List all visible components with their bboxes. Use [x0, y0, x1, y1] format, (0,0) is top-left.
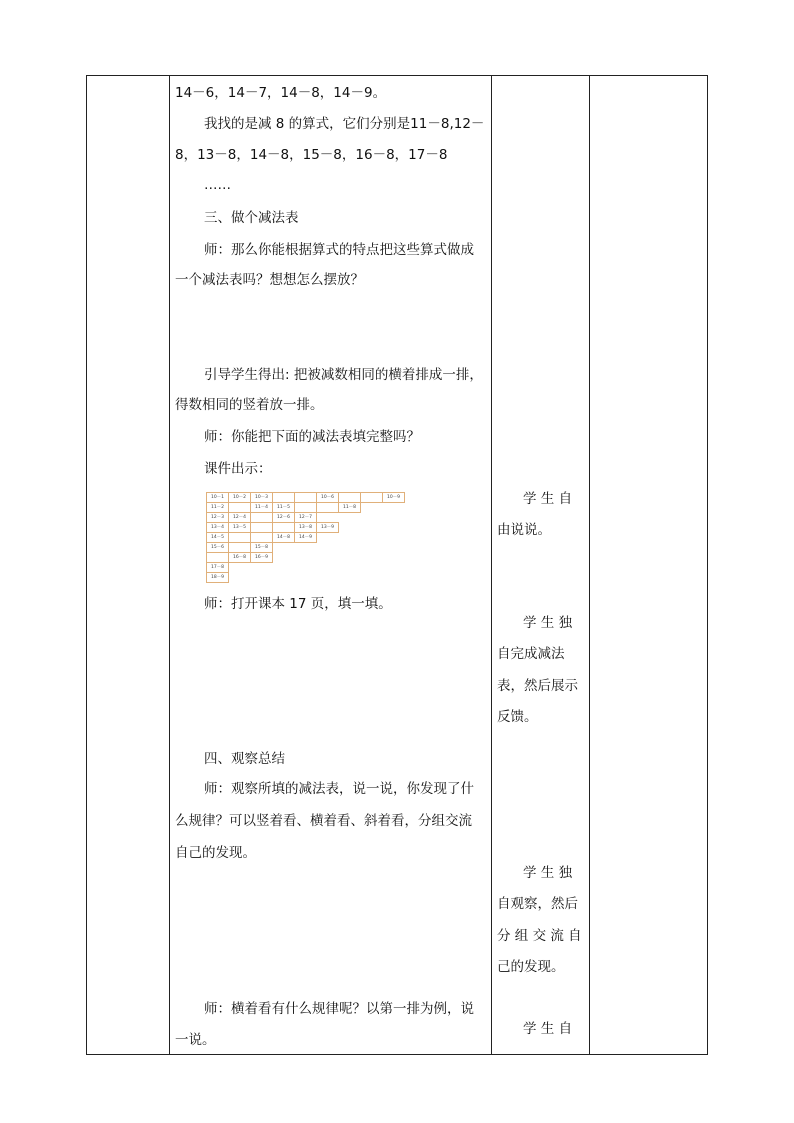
- column-divider: [491, 76, 492, 1054]
- text-line: 么规律？可以竖着看、横着看、斜着看，分组交流: [175, 813, 472, 829]
- teaching-process-column: [171, 76, 491, 1054]
- table-cell: [317, 573, 339, 583]
- table-cell: [339, 533, 361, 543]
- text-line: 8，13－8，14－8，15－8，16－8，17－8: [175, 147, 448, 163]
- text-line: 师：你能把下面的减法表填完整吗？: [204, 429, 420, 445]
- table-cell: [317, 533, 339, 543]
- table-cell: [339, 553, 361, 563]
- table-cell: 11－2: [207, 503, 229, 513]
- table-cell: [251, 533, 273, 543]
- table-cell: [339, 563, 361, 573]
- table-cell: [251, 573, 273, 583]
- table-cell: [273, 493, 295, 503]
- table-cell: 11－5: [273, 503, 295, 513]
- text-line: 引导学生得出: 把被减数相同的横着排成一排，: [204, 367, 483, 383]
- table-cell: 17－8: [207, 563, 229, 573]
- table-cell: 10－6: [317, 493, 339, 503]
- table-cell: [273, 563, 295, 573]
- table-cell: [383, 563, 405, 573]
- table-cell: [339, 573, 361, 583]
- text-line: 师：观察所填的减法表，说一说，你发现了什: [204, 781, 474, 797]
- table-row: [207, 543, 405, 553]
- text-line: 师：打开课本 17 页，填一填。: [204, 596, 392, 612]
- section-heading: 三、做个减法表: [204, 210, 299, 226]
- text-line: 师：横着看有什么规律呢？以第一排为例，说: [204, 1001, 474, 1017]
- table-cell: 12－7: [295, 513, 317, 523]
- text-line: 反馈。: [497, 709, 538, 725]
- table-cell: [207, 553, 229, 563]
- table-cell: [295, 553, 317, 563]
- table-cell: [317, 513, 339, 523]
- table-cell: 13－5: [229, 523, 251, 533]
- table-row: [207, 523, 405, 533]
- table-cell: [251, 563, 273, 573]
- table-cell: [295, 563, 317, 573]
- table-cell: [251, 513, 273, 523]
- table-cell: [295, 493, 317, 503]
- text-line: 一说。: [175, 1032, 216, 1048]
- table-row: [207, 553, 405, 563]
- column-divider: [169, 76, 170, 1054]
- table-cell: [383, 543, 405, 553]
- table-row: [207, 563, 405, 573]
- table-cell: 10－3: [251, 493, 273, 503]
- table-cell: [229, 503, 251, 513]
- table-cell: [295, 543, 317, 553]
- table-cell: 13－9: [317, 523, 339, 533]
- table-cell: [229, 543, 251, 553]
- table-cell: 15－8: [251, 543, 273, 553]
- table-cell: [229, 533, 251, 543]
- table-cell: [361, 523, 383, 533]
- table-cell: [361, 543, 383, 553]
- table-cell: [361, 503, 383, 513]
- table-cell: [251, 523, 273, 533]
- text-line: 分 组 交 流 自: [497, 928, 582, 944]
- text-line: 学 生 自: [523, 491, 573, 507]
- section-heading: 四、观察总结: [204, 751, 285, 767]
- table-cell: [383, 533, 405, 543]
- table-cell: [273, 553, 295, 563]
- table-cell: [317, 553, 339, 563]
- table-cell: 12－3: [207, 513, 229, 523]
- table-cell: [361, 563, 383, 573]
- table-row: [207, 573, 405, 583]
- table-cell: [273, 543, 295, 553]
- table-cell: [383, 553, 405, 563]
- text-line: 师：那么你能根据算式的特点把这些算式做成: [204, 242, 474, 258]
- lesson-table: [86, 75, 708, 1055]
- table-cell: [229, 573, 251, 583]
- text-line: ……: [204, 177, 231, 193]
- table-cell: [317, 563, 339, 573]
- table-cell: [383, 503, 405, 513]
- table-cell: 10－2: [229, 493, 251, 503]
- student-activity-column: [493, 76, 589, 1054]
- table-cell: [361, 533, 383, 543]
- table-cell: 15－6: [207, 543, 229, 553]
- table-cell: [339, 493, 361, 503]
- table-row: [207, 503, 405, 513]
- table-cell: 11－8: [339, 503, 361, 513]
- table-cell: [317, 543, 339, 553]
- table-cell: 13－8: [295, 523, 317, 533]
- text-line: 得数相同的竖着放一排。: [175, 397, 324, 413]
- table-row: [207, 533, 405, 543]
- table-cell: 10－1: [207, 493, 229, 503]
- table-cell: [383, 523, 405, 533]
- table-cell: [361, 553, 383, 563]
- table-cell: 10－9: [383, 493, 405, 503]
- table-cell: [383, 513, 405, 523]
- table-cell: [361, 513, 383, 523]
- subtraction-table: [206, 492, 405, 583]
- table-cell: 12－4: [229, 513, 251, 523]
- text-line: 自观察，然后: [497, 896, 578, 912]
- table-cell: [339, 523, 361, 533]
- table-cell: 12－6: [273, 513, 295, 523]
- text-line: 学 生 独: [523, 615, 573, 631]
- table-cell: 16－8: [229, 553, 251, 563]
- table-cell: [339, 513, 361, 523]
- table-cell: [317, 503, 339, 513]
- table-cell: [229, 563, 251, 573]
- text-line: 课件出示：: [204, 461, 272, 477]
- table-cell: [361, 493, 383, 503]
- text-line: 自完成减法: [497, 646, 565, 662]
- table-cell: 14－9: [295, 533, 317, 543]
- text-line: 学 生 独: [523, 865, 573, 881]
- table-cell: 16－9: [251, 553, 273, 563]
- text-line: 学 生 自: [523, 1021, 573, 1037]
- table-cell: 18－9: [207, 573, 229, 583]
- text-line: 我找的是减 8 的算式，它们分别是11－8,12－: [204, 116, 485, 132]
- text-line: 由说说。: [497, 522, 551, 538]
- text-line: 己的发现。: [497, 959, 565, 975]
- table-cell: [295, 503, 317, 513]
- text-line: 14－6，14－7，14－8，14－9。: [175, 85, 387, 101]
- table-cell: [383, 573, 405, 583]
- table-row: [207, 513, 405, 523]
- text-line: 表，然后展示: [497, 678, 578, 694]
- column-divider: [589, 76, 590, 1054]
- table-cell: 13－4: [207, 523, 229, 533]
- table-cell: [273, 523, 295, 533]
- table-cell: [339, 543, 361, 553]
- table-cell: 14－8: [273, 533, 295, 543]
- table-cell: [361, 573, 383, 583]
- table-cell: [295, 573, 317, 583]
- text-line: 一个减法表吗？想想怎么摆放？: [175, 272, 364, 288]
- table-cell: [273, 573, 295, 583]
- text-line: 自己的发现。: [175, 845, 256, 861]
- table-cell: 14－5: [207, 533, 229, 543]
- table-row: [207, 493, 405, 503]
- table-cell: 11－4: [251, 503, 273, 513]
